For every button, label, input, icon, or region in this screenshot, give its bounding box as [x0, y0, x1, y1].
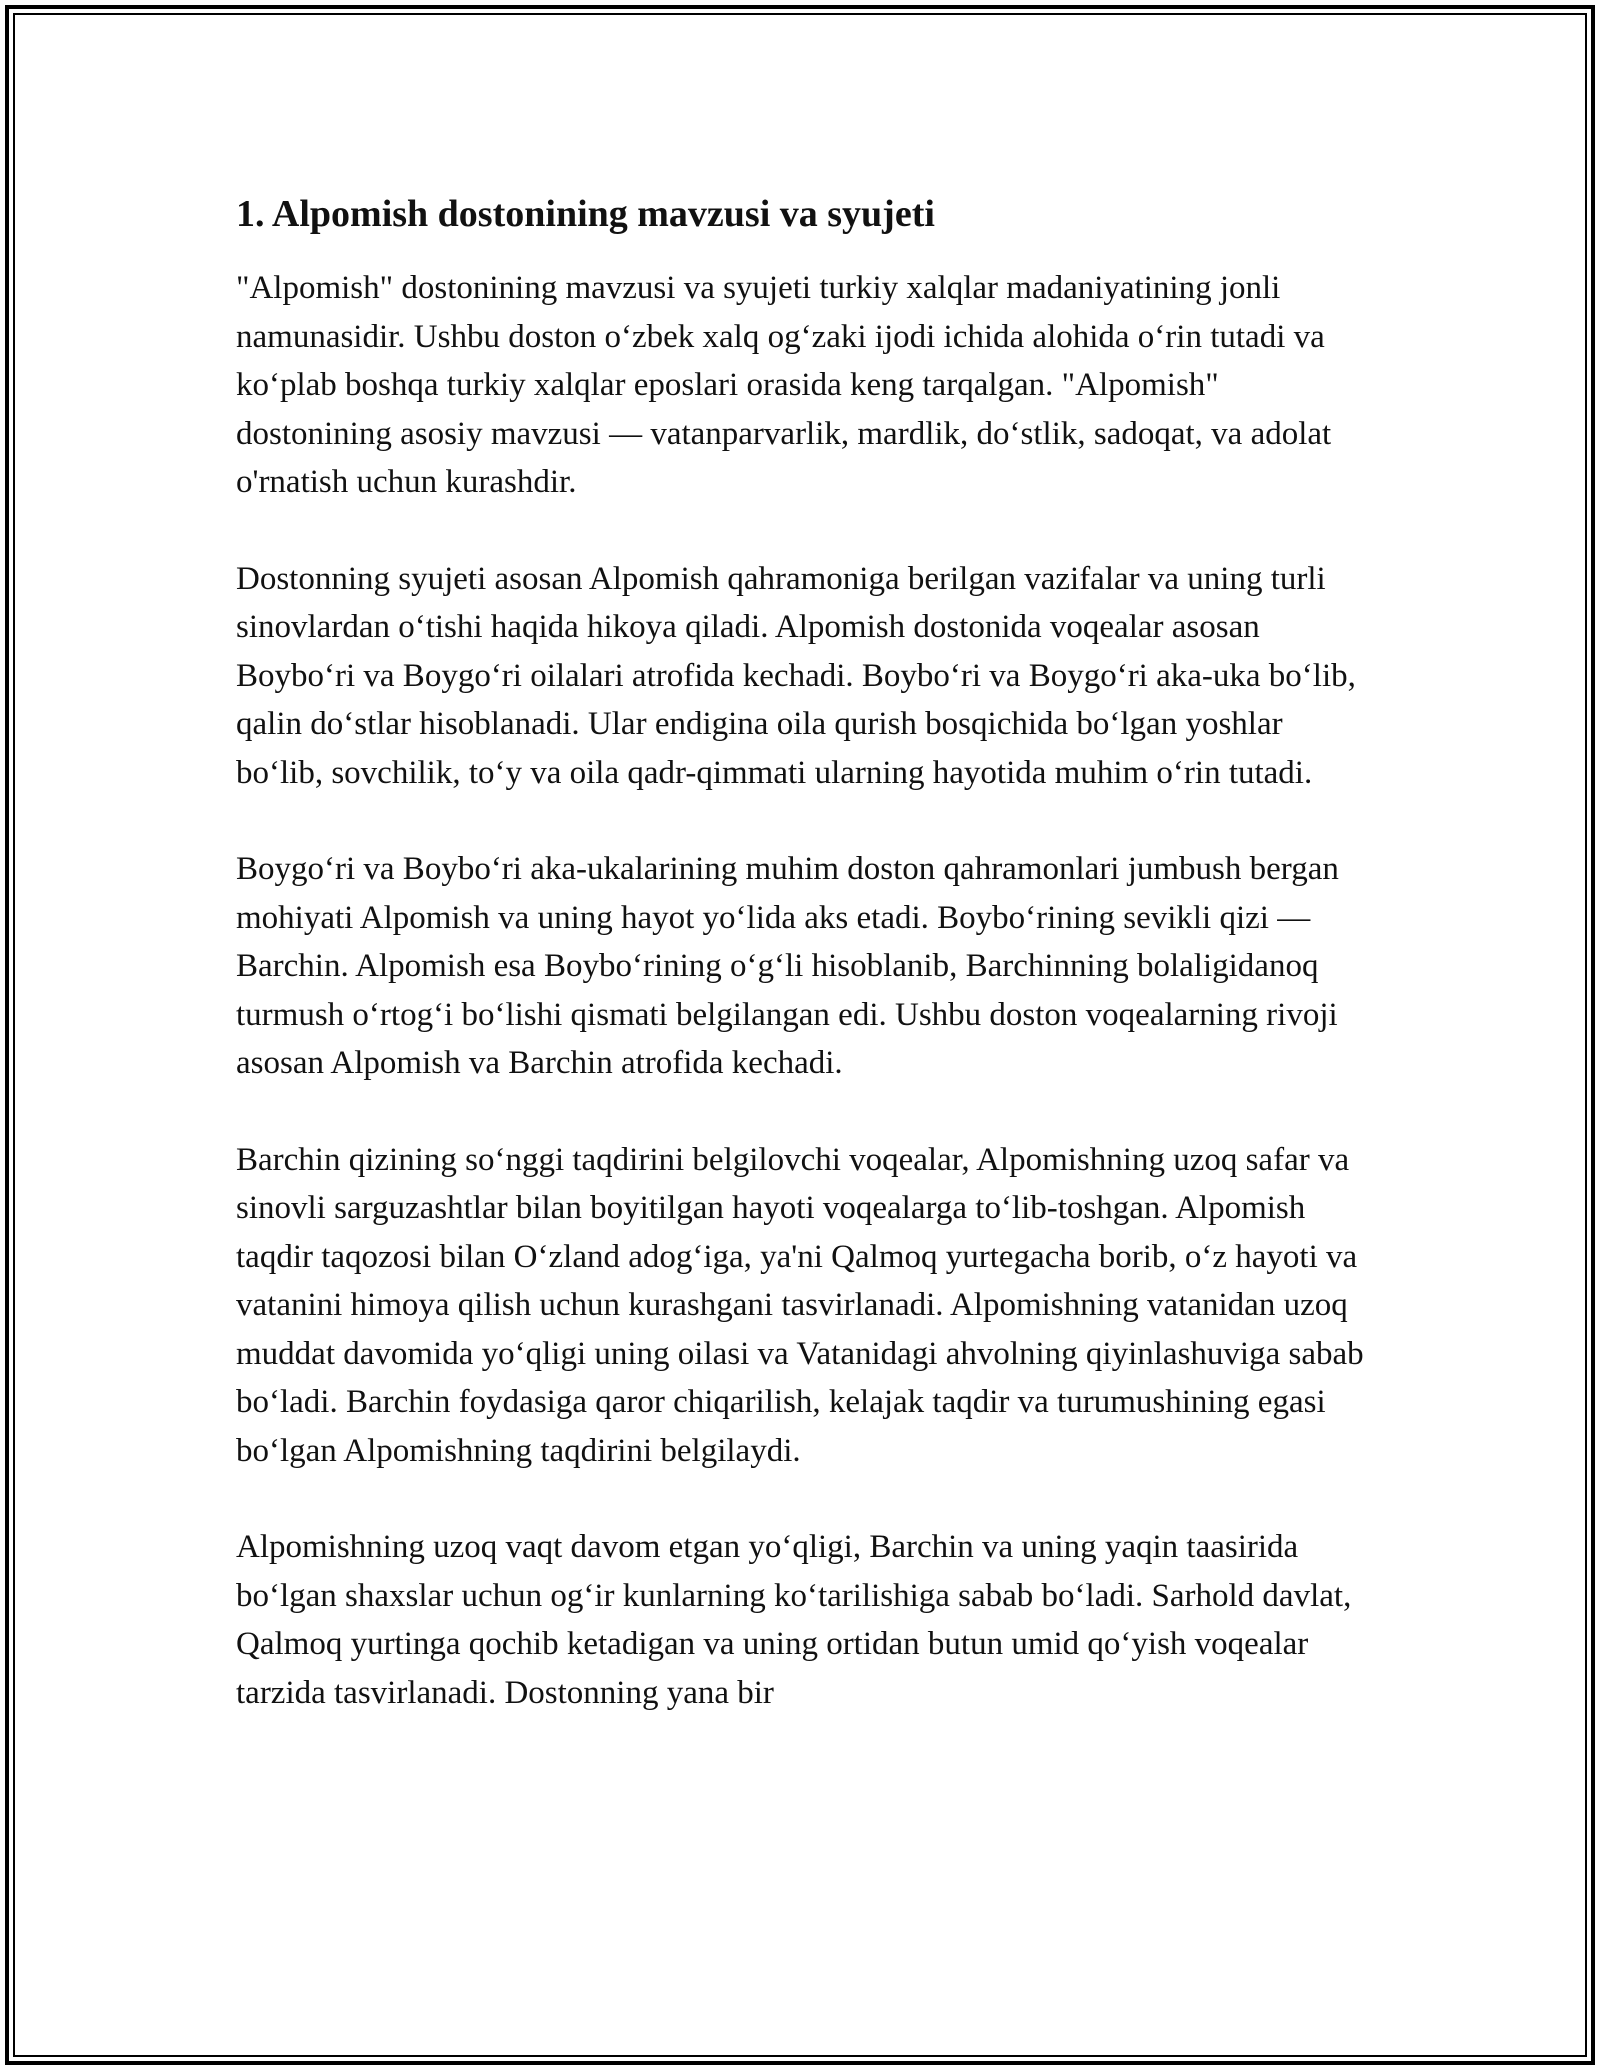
paragraph-5: Alpomishning uzoq vaqt davom etgan yo‘qligi, Barchin va uning yaqin taasirida bo‘lgan shaxslar uchun og‘ir kunlarning ko‘tarilishiga sabab bo‘ladi. Sarhold davlat, Qalmoq yurtinga qochib ketadigan va uning ortidan butun umid qo‘yish voqealar tarzida tasvirlanadi. Dostonning yana bir: [236, 1529, 1352, 1711]
paragraph-4: Barchin qizining so‘nggi taqdirini belgilovchi voqealar, Alpomishning uzoq safar va sinovli sarguzashtlar bilan boyitilgan hayoti voqealarga to‘lib-toshgan. Alpomish taqdir taqozosi bilan O‘zland adog‘iga, ya'ni Qalmoq yurtegacha borib, o‘z hayoti va vatanini himoya qilish uchun kurashgani tasvirlanadi. Alpomishning vatanidan uzoq muddat davomida yo‘qligi uning oilasi va Vatanidagi ahvolning qiyinlashuviga sabab bo‘ladi. Barchin foydasiga qaror chiqarilish, kelajak taqdir va turumushining egasi bo‘lgan Alpomishning taqdirini belgilaydi.: [236, 1141, 1364, 1469]
section-heading: 1. Alpomish dostonining mavzusi va syujeti: [236, 193, 935, 235]
paragraph-3: Boygo‘ri va Boybo‘ri aka-ukalarining muhim doston qahramonlari jumbush bergan mohiyati Alpomish va uning hayot yo‘lida aks etadi. Boybo‘rining sevikli qizi — Barchin. Alpomish esa Boybo‘rining o‘g‘li hisoblanib, Barchinning bolaligidanoq turmush o‘rtog‘i bo‘lishi qismati belgilangan edi. Ushbu doston voqealarning rivoji asosan Alpomish va Barchin atrofida kechadi.: [236, 851, 1339, 1081]
paragraph-2: Dostonning syujeti asosan Alpomish qahramoniga berilgan vazifalar va uning turli sinovlardan o‘tishi haqida hikoya qiladi. Alpomish dostonida voqealar asosan Boybo‘ri va Boygo‘ri oilalari atrofida kechadi. Boybo‘ri va Boygo‘ri aka-uka bo‘lib, qalin do‘stlar hisoblanadi. Ular endigina oila qurish bosqichida bo‘lgan yoshlar bo‘lib, sovchilik, to‘y va oila qadr-qimmati ularning hayotida muhim o‘rin tutadi.: [236, 560, 1356, 791]
paragraph-1: "Alpomish" dostonining mavzusi va syujeti turkiy xalqlar madaniyatining jonli namunasidir. Ushbu doston o‘zbek xalq og‘zaki ijodi ichida alohida o‘rin tutadi va ko‘plab boshqa turkiy xalqlar eposlari orasida keng tarqalgan. "Alpomish" dostonining asosiy mavzusi — vatanparvarlik, mardlik, do‘stlik, sadoqat, va adolat o'rnatish uchun kurashdir.: [236, 270, 1332, 500]
document-body: [236, 186, 1376, 1765]
